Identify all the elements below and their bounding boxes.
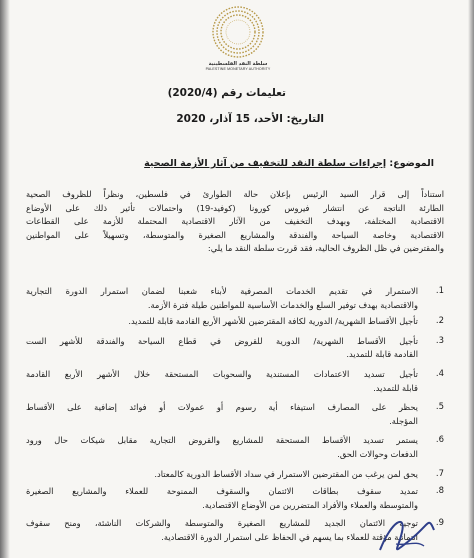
intro-line: استناداً إلى قرار السيد الرئيس بإعلان حالة الطوارئ في فلسطين، ونظراً للظروف الصحية: [26, 189, 444, 199]
decision-item: [26, 434, 444, 461]
decision-item: [26, 468, 444, 482]
pma-emblem-icon: [210, 4, 266, 60]
item-line: الدفعات وحوالات الحق.: [337, 448, 418, 459]
instructions-number: تعليمات رقم (2020/4): [167, 87, 286, 99]
item-line: قابلة للتمديد.: [373, 382, 418, 393]
item-text: [26, 517, 418, 544]
item-number: 6.: [435, 435, 444, 446]
item-line: يستمر تسديد الأقساط المستحقة للمشاريع والقروض التجارية مقابل شيكات حال ورود: [26, 435, 418, 446]
logo-english-name: PALESTINE MONETARY AUTHORITY: [205, 67, 271, 71]
page-edge-shadow-right: [468, 0, 474, 558]
item-number: 8.: [435, 486, 444, 497]
item-number: 2.: [435, 316, 444, 327]
item-text: [26, 468, 418, 482]
item-number: 1.: [435, 286, 444, 296]
pma-logo: [190, 4, 286, 71]
item-line: يحظر على المصارف استيفاء أية رسوم أو عمولات أو فوائد إضافية على الأقساط: [26, 402, 418, 413]
item-line: تأجيل الأقساط الشهرية/ الدورية للقروض في قطاع السياحة والفندقة للأشهر الست: [26, 335, 418, 346]
item-number: 3.: [435, 335, 444, 346]
item-text: [26, 485, 418, 512]
item-text: [26, 368, 418, 395]
intro-paragraph: [26, 188, 444, 256]
item-text: [26, 335, 418, 362]
signature-scribble: [372, 510, 442, 558]
subject-label: الموضوع:: [389, 158, 434, 169]
logo-arabic-name: سلطة النقد الفلسطينية: [208, 61, 268, 67]
item-line: تمديد سقوف بطاقات الائتمان والسقوف الممنوحة للعملاء والمشاريع الصغيرة: [26, 486, 418, 497]
item-line: يحق لمن يرغب من المقترضين الاستمرار في سداد الأقساط الدورية كالمعتاد.: [154, 468, 418, 479]
decision-item: [26, 315, 444, 329]
item-line: الاستمرار في تقديم الخدمات المصرفية لأبناء شعبنا لضمان استمرار الدورة التجارية: [26, 286, 418, 296]
item-line: والاقتصادية بهدف توفير السلع والخدمات الأساسية للمواطنين طيلة فترة الأزمة.: [147, 299, 418, 310]
item-line: المؤجلة.: [389, 415, 418, 426]
decision-item: [26, 368, 444, 395]
item-text: [26, 434, 418, 461]
item-number: 9.: [435, 518, 444, 529]
item-number: 7.: [435, 468, 444, 479]
intro-line: الاقتصادية وخاصة السياحة والفندقة والمشاريع الصغيرة والمتوسطة، وتسهيلاً على المواطنين: [26, 229, 444, 240]
item-text: [26, 315, 418, 329]
document-date: التاريخ: الأحد، 15 آذار، 2020: [176, 113, 324, 125]
subject-line: [144, 158, 434, 169]
decision-item: [26, 335, 444, 362]
page-edge-shadow-left: [0, 0, 10, 558]
item-number: 5.: [435, 402, 444, 413]
intro-line: الطارئة الناتجة عن انتشار فيروس كورونا (كوفيد-19) واحتمالات تأثير ذلك على الأوضاع: [26, 202, 444, 213]
item-text: [26, 401, 418, 428]
item-line: القادمة قابلة للتمديد.: [346, 349, 418, 360]
decision-list: [26, 285, 444, 549]
decision-item: [26, 485, 444, 512]
item-text: [26, 285, 418, 312]
intro-line: الاقتصادية المختلفة، وبهدف التخفيف من الآثار الاقتصادية المحتملة للأزمة على القطاعات: [26, 216, 444, 227]
decision-item: [26, 285, 444, 312]
item-number: 4.: [435, 368, 444, 379]
item-line: والمتوسطة والعملاء والأفراد المتضررين من الأوضاع الاقتصادية.: [202, 499, 418, 510]
intro-line: والمقترضين في ظل الظروف الحالية، فقد قررت سلطة النقد ما يلي:: [207, 243, 444, 254]
item-line: ائتمانية مؤقتة للعملاء بما يسهم في الحفاظ على استمرار الدورة الاقتصادية.: [161, 531, 418, 542]
item-line: توجيه الائتمان الجديد للمشاريع الصغيرة والمتوسطة والشركات الناشئة، ومنح سقوف: [26, 518, 418, 529]
item-line: تأجيل تسديد الاعتمادات المستندية والسحوبات المستحقة خلال الأشهر الأربع القادمة: [26, 368, 418, 379]
subject-text: إجراءات سلطة النقد للتخفيف من آثار الأزمة الصحية: [144, 158, 387, 169]
decision-item: [26, 401, 444, 428]
item-line: تأجيل الأقساط الشهرية/ الدورية لكافة المقترضين للأشهر الأربع القادمة قابلة للتمديد.: [128, 316, 418, 327]
